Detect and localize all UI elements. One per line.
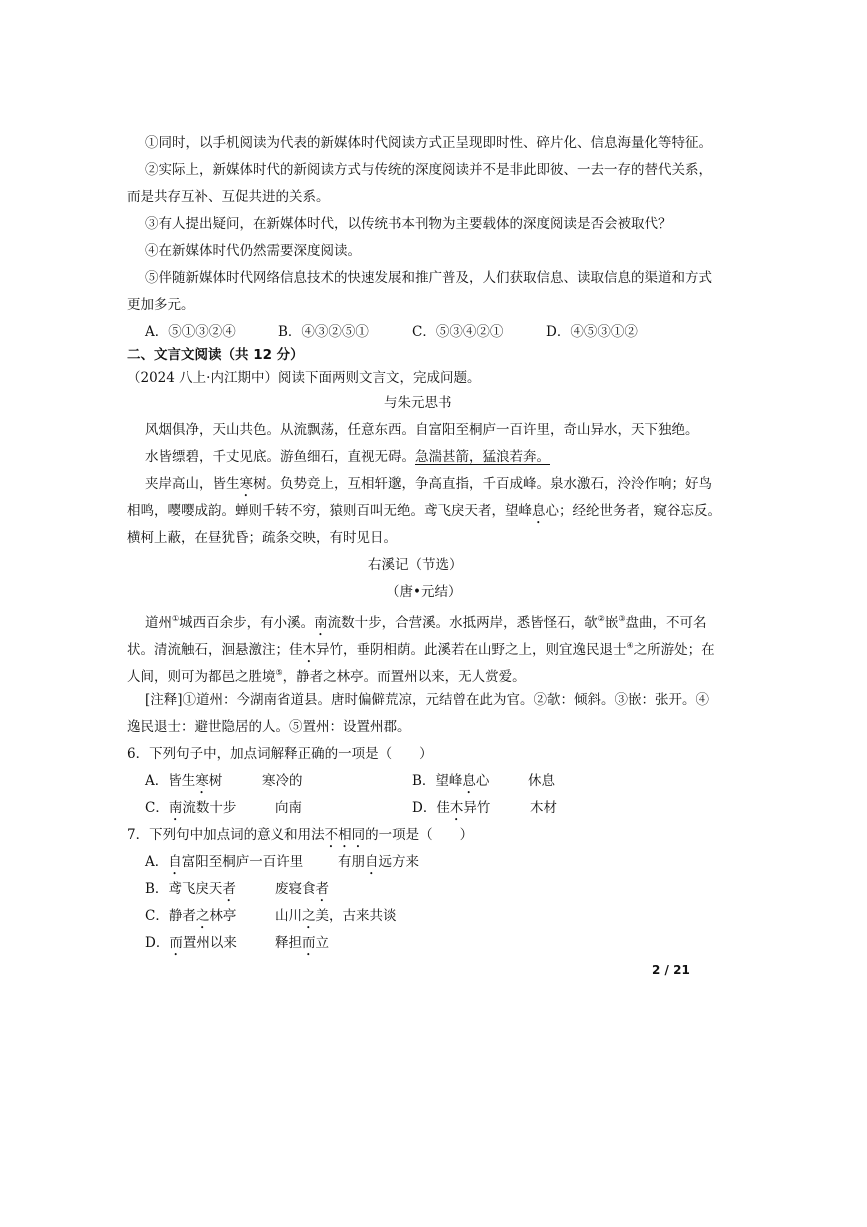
q7-a-text-2: 有朋 [338,854,365,870]
question-6-stem: 6．下列句子中，加点词解释正确的一项是（ ） [127,746,433,762]
q6-option-b-meaning: 休息 [528,773,555,789]
text2-p1b-3: 之所游处；在 [633,642,715,658]
q7-b-text-2: 废寝食 [275,881,316,897]
text2-p1c-1: 人间，则可为都邑之胜境 [127,669,276,685]
q6-d-tail: 异竹 [463,800,491,816]
footnote-mark-4: ④ [626,641,634,650]
q7-c-text-2: 山川 [275,908,302,924]
order-option-b: B．④③②⑤① [278,324,369,340]
q7-b-label: B．鸢飞戾天 [145,881,223,897]
footnote-mark-5: ⑤ [275,668,283,677]
q7-stem-dotted: 不相同 [324,827,366,843]
section-heading: 二、文言文阅读（共 12 分） [127,347,304,363]
q6-d-dotted: 木 [449,800,464,816]
text2-p1a-5: 盘曲，不可名 [625,615,707,631]
text1-para3b [127,502,721,527]
q7-c-label: C．静者 [145,908,196,924]
text1-para1: 风烟俱净，天山共色。从流飘荡，任意东西。自富阳至桐庐一百许里，奇山异水，天下独绝。 [145,422,699,438]
text2-para1c [127,664,526,686]
text1-para3c: 横柯上蔽，在昼犹昏；疏条交映，有时见日。 [127,530,397,546]
order-option-a: A．⑤①③②④ [145,324,236,340]
q7-option-a [145,853,303,878]
text2-para1b [127,637,715,666]
text1-para3a-pre: 夹岸高山，皆生 [145,476,240,492]
page-number: 2 / 21 [652,963,690,977]
sentence-5b: 更加多元。 [127,297,195,313]
dotted-word-mu: 木 [302,642,316,658]
q7-option-c-compare [275,907,397,932]
text1-para2-text: 水皆缥碧，千丈见底。游鱼细石，直视无碍。 [145,449,415,465]
q6-c-tail: 流数十步 [182,800,237,816]
text1-para3b-post: 心；经纶世务者，窥谷忘反。 [545,503,721,519]
q7-option-b-compare [275,880,329,905]
text2-p1a-3: 流数十步，合营溪。水抵两岸，悉皆怪石，欹 [327,615,598,631]
q7-d-text-1: 置州以来 [182,935,237,951]
footnote-mark-2: ② [597,614,605,623]
q7-option-a-compare [338,853,419,878]
q7-b-dotted-1: 者 [222,881,236,897]
dotted-word-nan: 南 [314,615,328,631]
q6-option-a-meaning: 寒冷的 [262,773,303,789]
text1-title: 与朱元思书 [384,395,452,411]
q7-option-b [145,880,236,905]
q7-c-dotted-1: 之 [195,908,210,924]
q7-stem-post: 的一项是（ ） [365,827,474,843]
q7-c-text-1: 林亭 [209,908,237,924]
text1-para2 [145,448,550,466]
order-option-d: D．④⑤③①② [546,324,638,340]
underlined-sentence: 急湍甚箭，猛浪若奔。 [415,449,550,465]
q6-b-tail: 心 [475,773,490,789]
q7-stem-pre: 7．下列句中加点词的意义和用法 [127,827,325,843]
sentence-3: ③有人提出疑问，在新媒体时代，以传统书本刊物为主要载体的深度阅读是否会被取代？ [145,216,672,232]
footnote-mark-3: ③ [618,614,626,623]
q6-d-label: D．佳 [412,800,450,816]
text2-p1a-1: 道州 [145,615,172,631]
q7-a-label: A． [145,854,169,870]
q7-b-dotted-2: 者 [315,881,329,897]
dotted-word-han: 寒 [239,476,253,492]
text1-para3b-pre: 相鸣，嘤嘤成韵。蝉则千转不穷，猿则百叫无绝。鸢飞戾天者，望峰 [127,503,532,519]
sentence-2b: 而是共存互补、互促共进的关系。 [127,189,330,205]
q6-a-dotted: 寒 [195,773,209,789]
text2-p1b-1: 状。清流触石，洄悬激注；佳 [127,642,303,658]
q6-option-d [412,799,490,824]
text1-para3a [145,475,712,500]
q6-option-c-meaning: 向南 [275,800,302,816]
q6-option-a [145,772,222,797]
text2-p1a-2: 城西百余步，有小溪。 [179,615,315,631]
q6-a-label: A．皆生 [145,773,196,789]
q6-b-label: B．望峰 [412,773,463,789]
q6-option-b [412,772,489,797]
q7-d-dotted-2: 而 [302,935,316,951]
text2-para1a [145,610,707,639]
q6-option-d-meaning: 木材 [530,800,557,816]
text2-p1b-2: 异竹，垂阴相荫。此溪若在山野之上，则宜逸民退士 [316,642,627,658]
sentence-1: ①同时，以手机阅读为代表的新媒体时代阅读方式正呈现即时性、碎片化、信息海量化等特征。 [145,135,712,151]
q7-c-text-3: 美，古来共谈 [315,908,397,924]
footnote-mark-1: ① [172,614,180,623]
q7-a-dotted-2: 自 [365,854,379,870]
sentence-4: ④在新媒体时代仍然需要深度阅读。 [145,243,361,259]
q6-c-dotted: 南 [168,800,183,816]
q7-c-dotted-2: 之 [302,908,316,924]
q7-option-d-compare [275,934,329,959]
sentence-5a: ⑤伴随新媒体时代网络信息技术的快速发展和推广普及，人们获取信息、读取信息的渠道和方式 [145,270,712,286]
text1-para3a-post: 树。负势竞上，互相轩邈，争高直指，千百成峰。泉水激石，泠泠作响；好鸟 [253,476,712,492]
q7-d-label: D． [145,935,170,951]
text2-title: 右溪记（节选） [368,557,463,573]
order-option-c: C．⑤③④②① [412,324,504,340]
q7-a-dotted-1: 自 [168,854,182,870]
q7-d-text-2: 释担 [275,935,302,951]
q7-option-c [145,907,236,932]
text2-p1c-2: ，静者之林亭。而置州以来，无人赏爱。 [282,669,526,685]
q7-a-text-1: 富阳至桐庐一百许里 [181,854,304,870]
q7-d-text-3: 立 [315,935,329,951]
text2-author: （唐•元结） [386,584,462,600]
notes-line-2: 逸民退士：避世隐居的人。⑤置州：设置州郡。 [127,719,411,735]
q7-a-text-3: 远方来 [378,854,419,870]
q6-option-c [145,799,236,824]
q7-d-dotted-1: 而 [169,935,183,951]
q7-option-d [145,934,237,959]
notes-line-1: [注释]①道州：今湖南省道县。唐时偏僻荒凉，元结曾在此为官。②欹：倾斜。③嵌：张开。④ [145,692,710,708]
q6-a-tail: 树 [208,773,223,789]
text2-p1a-4: 嵌 [604,615,619,631]
sentence-2a: ②实际上，新媒体时代的新阅读方式与传统的深度阅读并不是非此即彼、一去一存的替代关系， [145,162,712,178]
question-7-stem [127,826,473,851]
dotted-word-xi: 息 [532,503,546,519]
q6-c-label: C． [145,800,169,816]
section-intro: （2024 八上·内江期中）阅读下面两则文言文，完成问题。 [127,370,481,386]
q6-b-dotted: 息 [462,773,476,789]
